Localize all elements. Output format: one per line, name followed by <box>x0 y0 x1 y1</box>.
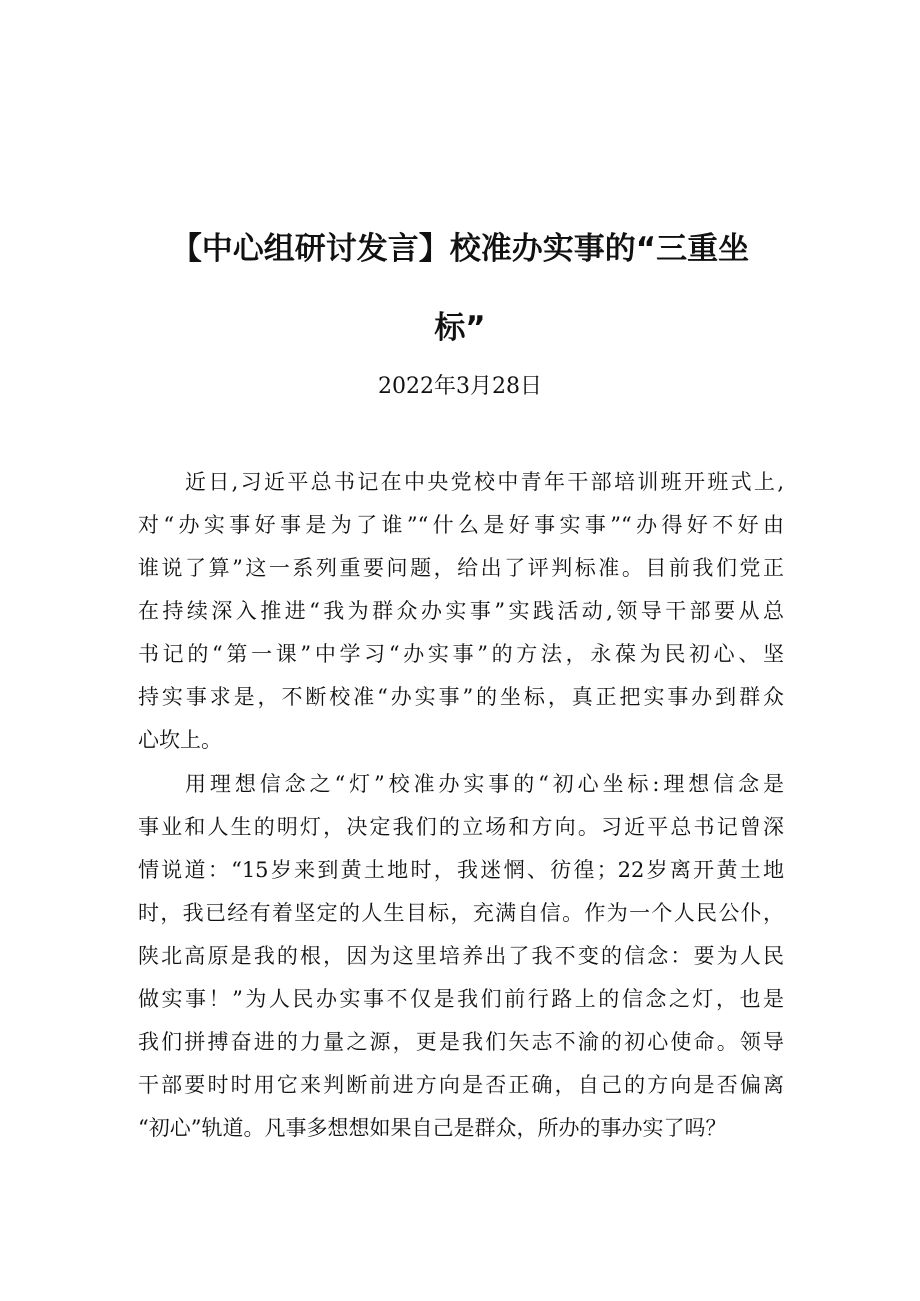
document-title-line-2: 标” <box>434 310 486 346</box>
paragraph-1-line-2: 对“办实事好事是为了谁”“什么是好事实事”“办得好不好由 <box>138 513 784 537</box>
paragraph-1-line-6: 持实事求是，不断校准“办实事”的坐标，真正把实事办到群众 <box>138 685 784 709</box>
paragraph-1-line-5: 书记的“第一课”中学习“办实事”的方法，永葆为民初心、坚 <box>138 642 784 666</box>
paragraph-2-line-7: 我们拼搏奋进的力量之源，更是我们矢志不渝的初心使命。领导 <box>138 1030 784 1054</box>
paragraph-1-line-4: 在持续深入推进“我为群众办实事”实践活动,领导干部要从总 <box>138 599 784 623</box>
paragraph-2-line-3: 情说道：“15岁来到黄土地时，我迷惘、彷徨；22岁离开黄土地 <box>138 858 784 882</box>
paragraph-1-line-7: 心坎上。 <box>138 728 222 752</box>
paragraph-2-line-9: “初心”轨道。凡事多想想如果自己是群众，所办的事办实了吗？ <box>138 1116 727 1140</box>
paragraph-1-line-3: 谁说了算”这一系列重要问题，给出了评判标准。目前我们党正 <box>138 556 784 580</box>
paragraph-2-line-1: 用理想信念之“灯”校准办实事的“初心坐标:理想信念是 <box>185 772 784 796</box>
paragraph-2-line-8: 干部要时时用它来判断前进方向是否正确，自己的方向是否偏离 <box>138 1073 784 1097</box>
paragraph-2-line-2: 事业和人生的明灯，决定我们的立场和方向。习近平总书记曾深 <box>138 815 784 839</box>
document-date: 2022年3月28日 <box>378 374 542 399</box>
document-title-line-1: 【中心组研讨发言】校准办实事的“三重坐 <box>170 231 750 267</box>
paragraph-2-line-6: 做实事！”为人民办实事不仅是我们前行路上的信念之灯，也是 <box>138 987 784 1011</box>
paragraph-2-line-4: 时，我已经有着坚定的人生目标，充满自信。作为一个人民公仆， <box>138 901 784 925</box>
paragraph-1-line-1: 近日,习近平总书记在中央党校中青年干部培训班开班式上, <box>185 470 784 494</box>
paragraph-2-line-5: 陕北高原是我的根，因为这里培养出了我不变的信念：要为人民 <box>138 944 784 968</box>
